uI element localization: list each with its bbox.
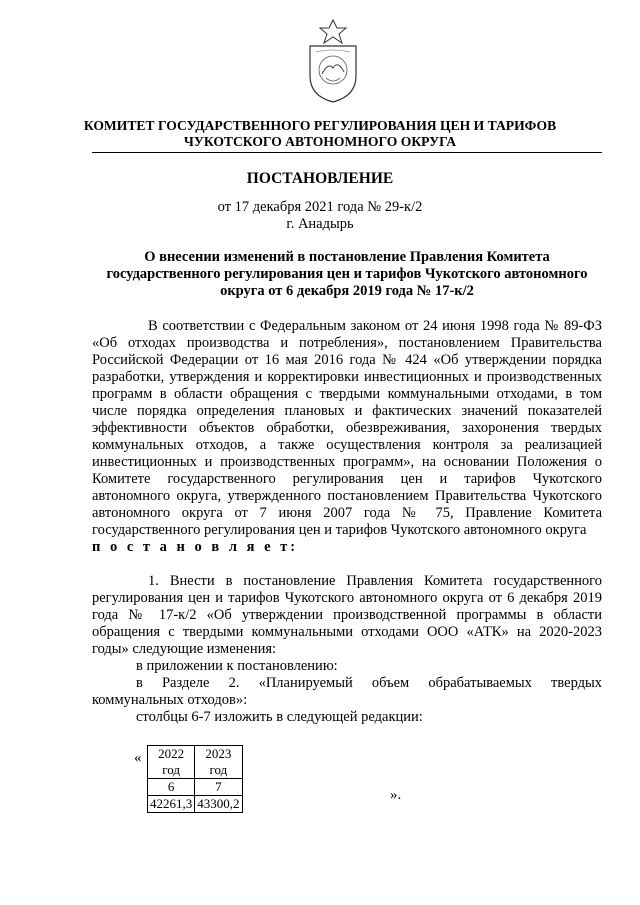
table-column-number: 6: [148, 779, 195, 796]
org-line-2: ЧУКОТСКОГО АВТОНОМНОГО ОКРУГА: [183, 134, 457, 149]
section-line: в Разделе 2. «Планируемый объем обрабатываемых твердых коммунальных отходов»:: [92, 675, 602, 708]
columns-line: столбцы 6-7 изложить в следующей редакции:: [136, 709, 423, 725]
volume-table: [147, 745, 243, 813]
table-header-cell: 2022 год: [148, 746, 195, 779]
appendix-line: в приложении к постановлению:: [136, 658, 338, 674]
preamble-paragraph: В соответствии с Федеральным законом от 24 июня 1998 года № 89-ФЗ «Об отходах производства и потребления», постановлением Правительства Российской Федерации от 16 мая 2016 года № 424 «Об утверждении порядка разработки, утверждения и корректировки инвестиционных и производственных программ в области обращения с твердыми коммунальными отходами, в том числе порядка определения плановых и фактических значений показателей эффективности объектов обработки, обезвреживания, захоронения твердых коммунальных отходов, а также осуществления контроля за реализацией инвестиционных и производственных программ», на основании Положения о Комитете государственного регулирования цен и тарифов Чукотского автономного округа, утвержденного постановлением Правительства Чукотского автономного округа от 7 июня 2007 года № 75, Правление Комитета государственного регулирования цен и тарифов Чукотского автономного округа: [92, 318, 602, 538]
item-1-paragraph: 1. Внести в постановление Правления Комитета государственного регулирования цен и тарифов Чукотского автономного округа от 6 декабря 2019 года № 17-к/2 «Об утверждении производственной программы в области обращения с твердыми коммунальными отходами ООО «АТК» на 2020-2023 годы» следующие изменения:: [92, 573, 602, 657]
table-header-cell: 2023 год: [195, 746, 242, 779]
document-subject: О внесении изменений в постановление Правления Комитета государственного регулирования цен и тарифов Чукотского автономного округа от 6 декабря 2019 года № 17-к/2: [106, 249, 588, 299]
organization-name: [0, 118, 640, 150]
coat-of-arms-emblem: [302, 18, 364, 104]
open-quote: «: [134, 750, 142, 766]
table-column-number: 7: [195, 779, 242, 796]
decree-word: п о с т а н о в л я е т:: [92, 539, 299, 555]
document-type: ПОСТАНОВЛЕНИЕ: [246, 170, 394, 187]
table-row: [148, 779, 243, 796]
document-body: [92, 318, 602, 726]
header-divider: [92, 152, 602, 153]
table-value-cell: 43300,2: [195, 796, 242, 813]
table-row: [148, 746, 243, 779]
table-value-cell: 42261,3: [148, 796, 195, 813]
close-quote: ».: [390, 787, 402, 803]
table-row: [148, 796, 243, 813]
org-line-1: КОМИТЕТ ГОСУДАРСТВЕННОГО РЕГУЛИРОВАНИЯ ЦЕН И ТАРИФОВ: [83, 118, 557, 133]
document-date-number: от 17 декабря 2021 года № 29-к/2: [217, 199, 423, 215]
document-city: г. Анадырь: [286, 216, 354, 232]
